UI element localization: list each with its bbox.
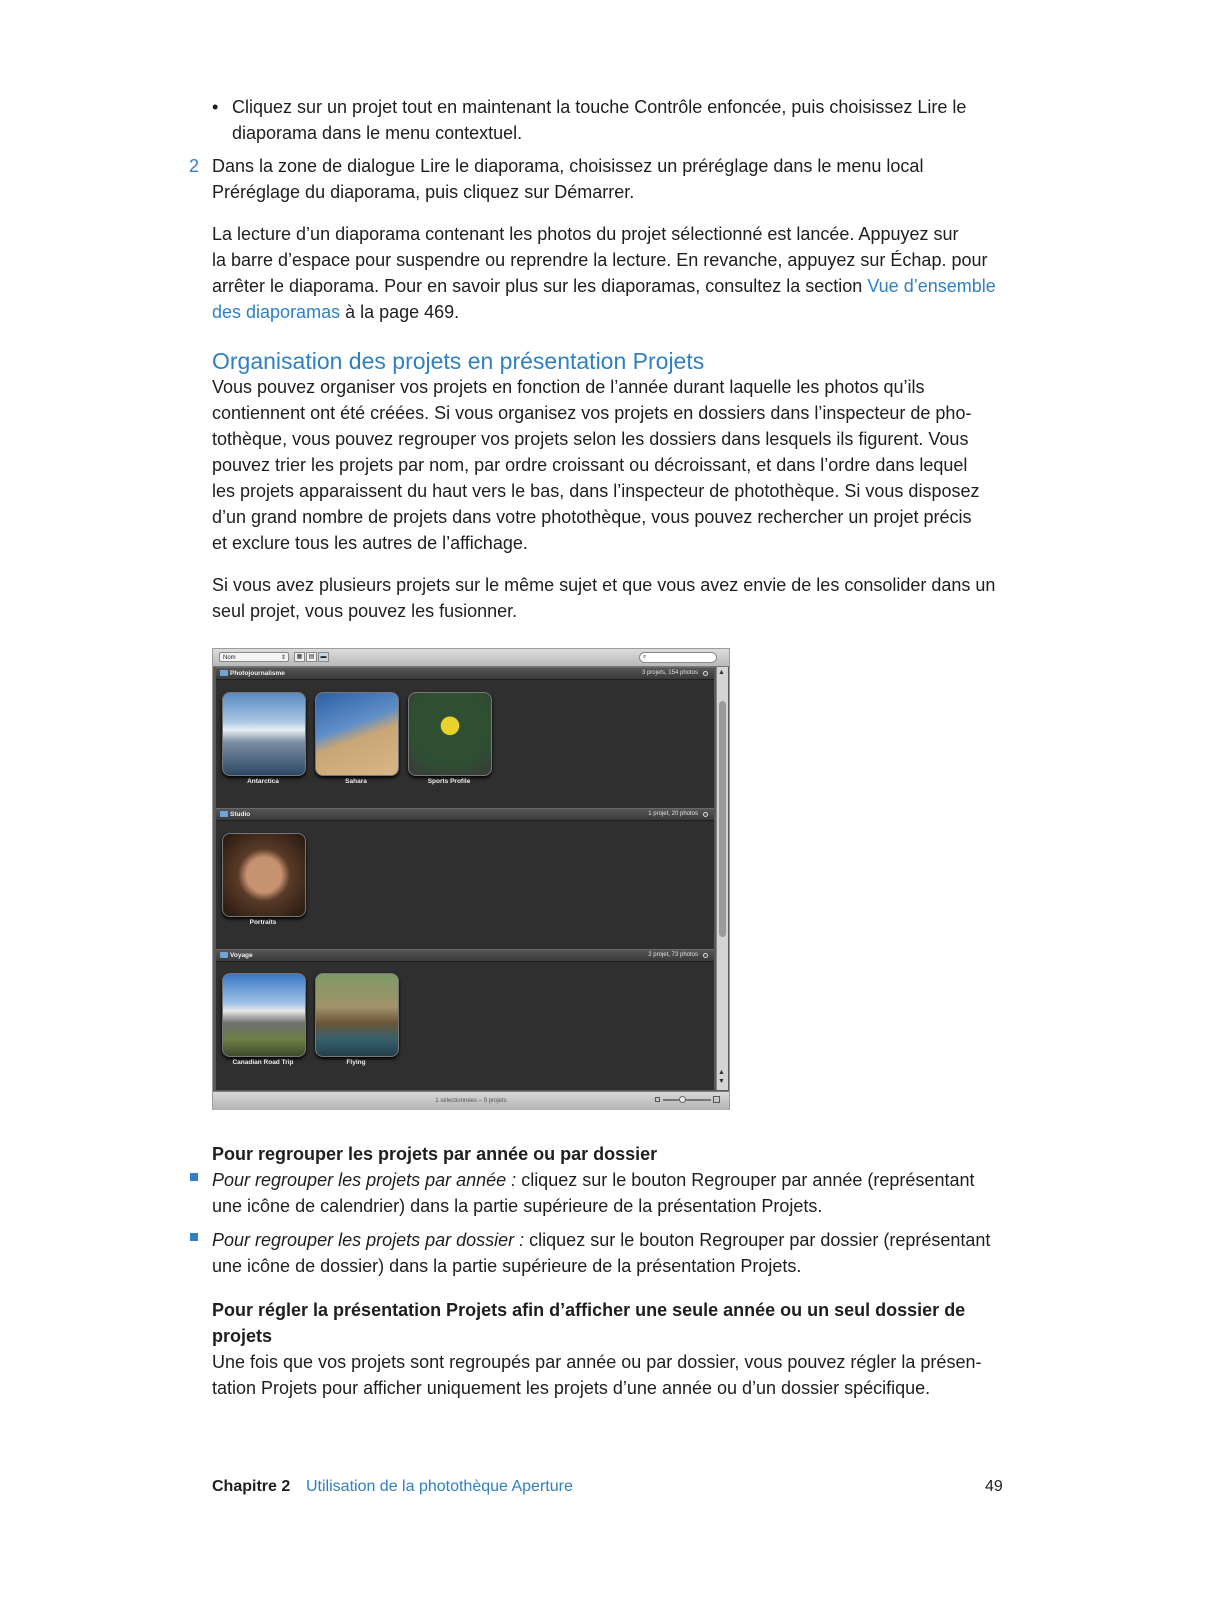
folder-count: 1 projet, 20 photos <box>648 811 698 817</box>
project-name: Sahara <box>345 778 367 785</box>
scroll-thumb[interactable] <box>719 701 726 937</box>
project-thumbnail-flying[interactable] <box>315 973 399 1057</box>
projects-grid <box>216 667 714 1090</box>
status-text: 1 sélectionnées – 9 projets <box>435 1098 507 1104</box>
result-line-1: La lecture d’un diaporama contenant les photos du projet sélectionné est lancée. Appuyez sur <box>212 224 959 244</box>
project-thumbnail-canadian-road-trip[interactable] <box>222 973 306 1057</box>
folder-name: Photojournalisme <box>230 670 285 677</box>
merge-paragraph <box>212 572 1002 624</box>
folder-icon <box>220 670 228 676</box>
intro-line: contiennent ont été créées. Si vous organisez vos projets en dossiers dans l’inspecteur de pho- <box>212 403 972 423</box>
folder-header[interactable] <box>216 808 714 821</box>
zoom-large-icon <box>713 1096 720 1103</box>
project-thumbnail-portraits[interactable] <box>222 833 306 917</box>
project-thumbnail-sports-profile[interactable] <box>408 692 492 776</box>
task1-item1 <box>212 1167 1002 1219</box>
popup-arrows-icon: ⇕ <box>280 655 286 661</box>
slideshow-overview-link[interactable]: Vue d’ensemble <box>867 276 996 296</box>
task2-line: tation Projets pour afficher uniquement les projets d’une année ou d’un dossier spécifique. <box>212 1378 931 1398</box>
scroll-up-icon[interactable]: ▲ <box>718 1069 725 1076</box>
folder-header[interactable] <box>216 949 714 962</box>
item-label: Pour regrouper les projets par année : <box>212 1170 517 1190</box>
project-name: Canadian Road Trip <box>232 1059 294 1066</box>
result-line-3: arrêter le diaporama. Pour en savoir plus sur les diaporamas, consultez la section <box>212 276 868 296</box>
project-name: Antarctica <box>247 778 279 785</box>
slideshow-overview-link-cont[interactable]: des diaporamas <box>212 302 341 322</box>
collapse-icon[interactable] <box>703 953 708 958</box>
item-text: cliquez sur le bouton Regrouper par année (représentant <box>516 1170 975 1190</box>
zoom-small-icon <box>655 1097 660 1102</box>
bullet-line-1: Cliquez sur un projet tout en maintenant la touche Contrôle enfoncée, puis choisissez Lire le <box>232 97 967 117</box>
collapse-icon[interactable] <box>703 812 708 817</box>
item-label: Pour regrouper les projets par dossier : <box>212 1230 525 1250</box>
project-name: Flying <box>346 1059 366 1066</box>
sort-popup[interactable] <box>219 652 289 662</box>
folder-name: Voyage <box>230 952 253 959</box>
merge-line: Si vous avez plusieurs projets sur le même sujet et que vous avez envie de les consolider dans un <box>212 575 996 595</box>
folder-name: Studio <box>230 811 251 818</box>
step-number: 2 <box>189 156 200 176</box>
grid-view-icon[interactable]: ▦ <box>294 652 305 662</box>
task1-item2 <box>212 1227 1002 1279</box>
step-2-line-2: Préréglage du diaporama, puis cliquez sur Démarrer. <box>212 182 635 202</box>
project-name: Sports Profile <box>427 778 471 785</box>
item-text: cliquez sur le bouton Regrouper par dossier (représentant <box>524 1230 991 1250</box>
task-title-line: Pour régler la présentation Projets afin d’afficher une seule année ou un seul dossier de <box>212 1300 966 1320</box>
result-paragraph <box>212 221 1002 325</box>
search-icon: ⌕ <box>643 654 647 660</box>
item-text: une icône de dossier) dans la partie supérieure de la présentation Projets. <box>212 1256 802 1276</box>
bullet-square-icon <box>190 1173 198 1181</box>
bullet-text <box>232 94 1012 146</box>
scroll-up-icon[interactable]: ▲ <box>718 669 725 676</box>
bullet-square-icon <box>190 1233 198 1241</box>
intro-paragraph <box>212 374 1002 556</box>
folder-icon <box>220 952 228 958</box>
result-line-2: la barre d’espace pour suspendre ou reprendre la lecture. En revanche, appuyez sur Échap. pour <box>212 250 988 270</box>
project-thumbnail-sahara[interactable] <box>315 692 399 776</box>
step-2-line-1: Dans la zone de dialogue Lire le diaporama, choisissez un préréglage dans le menu local <box>212 156 924 176</box>
scroll-down-icon[interactable]: ▼ <box>718 1078 725 1085</box>
item-text: une icône de calendrier) dans la partie supérieure de la présentation Projets. <box>212 1196 823 1216</box>
folder-count: 2 projet, 73 photos <box>648 952 698 958</box>
task2-paragraph <box>212 1349 1002 1401</box>
folder-count: 3 projets, 154 photos <box>641 670 698 676</box>
zoom-slider[interactable] <box>663 1099 711 1101</box>
task-title-single-view <box>212 1297 1002 1349</box>
bullet: • <box>212 97 219 117</box>
status-bar <box>213 1091 729 1110</box>
intro-line: et exclure tous les autres de l’affichage. <box>212 533 528 553</box>
merge-line: seul projet, vous pouvez les fusionner. <box>212 601 518 621</box>
zoom-slider-knob[interactable] <box>679 1096 686 1103</box>
vertical-scrollbar[interactable] <box>716 667 728 1090</box>
folder-header[interactable] <box>216 667 714 680</box>
section-heading: Organisation des projets en présentation Projets <box>212 348 705 374</box>
intro-line: Vous pouvez organiser vos projets en fonction de l’année durant laquelle les photos qu’ils <box>212 377 925 397</box>
calendar-icon[interactable]: ▤ <box>306 652 317 662</box>
task-title-group: Pour regrouper les projets par année ou par dossier <box>212 1144 658 1164</box>
intro-line: les projets apparaissent du haut vers le bas, dans l’inspecteur de photothèque. Si vous disposez <box>212 481 980 501</box>
task2-line: Une fois que vos projets sont regroupés par année ou par dossier, vous pouvez régler la présen- <box>212 1352 982 1372</box>
page-number: 49 <box>985 1478 1003 1495</box>
project-thumbnail-antarctica[interactable] <box>222 692 306 776</box>
search-field[interactable] <box>639 652 717 663</box>
result-line-4: à la page 469. <box>340 302 460 322</box>
bullet-line-2: diaporama dans le menu contextuel. <box>232 123 523 143</box>
projects-view-screenshot <box>212 648 730 1110</box>
project-name: Portraits <box>249 919 277 926</box>
sort-popup-value: Nom <box>223 655 236 661</box>
footer-chapter-title[interactable]: Utilisation de la photothèque Aperture <box>306 1478 573 1495</box>
projects-toolbar <box>213 649 729 667</box>
intro-line: tothèque, vous pouvez regrouper vos projets selon les dossiers dans lesquels ils figurent. Vous <box>212 429 969 449</box>
folder-icon[interactable]: ▬ <box>318 652 329 662</box>
intro-line: pouvez trier les projets par nom, par ordre croissant ou décroissant, et dans l’ordre dans lequel <box>212 455 968 475</box>
folder-icon <box>220 811 228 817</box>
collapse-icon[interactable] <box>703 671 708 676</box>
task-title-line: projets <box>212 1326 273 1346</box>
intro-line: d’un grand nombre de projets dans votre photothèque, vous pouvez rechercher un projet précis <box>212 507 972 527</box>
footer-chapter: Chapitre 2 <box>212 1478 291 1495</box>
step-2-text <box>212 153 1002 205</box>
